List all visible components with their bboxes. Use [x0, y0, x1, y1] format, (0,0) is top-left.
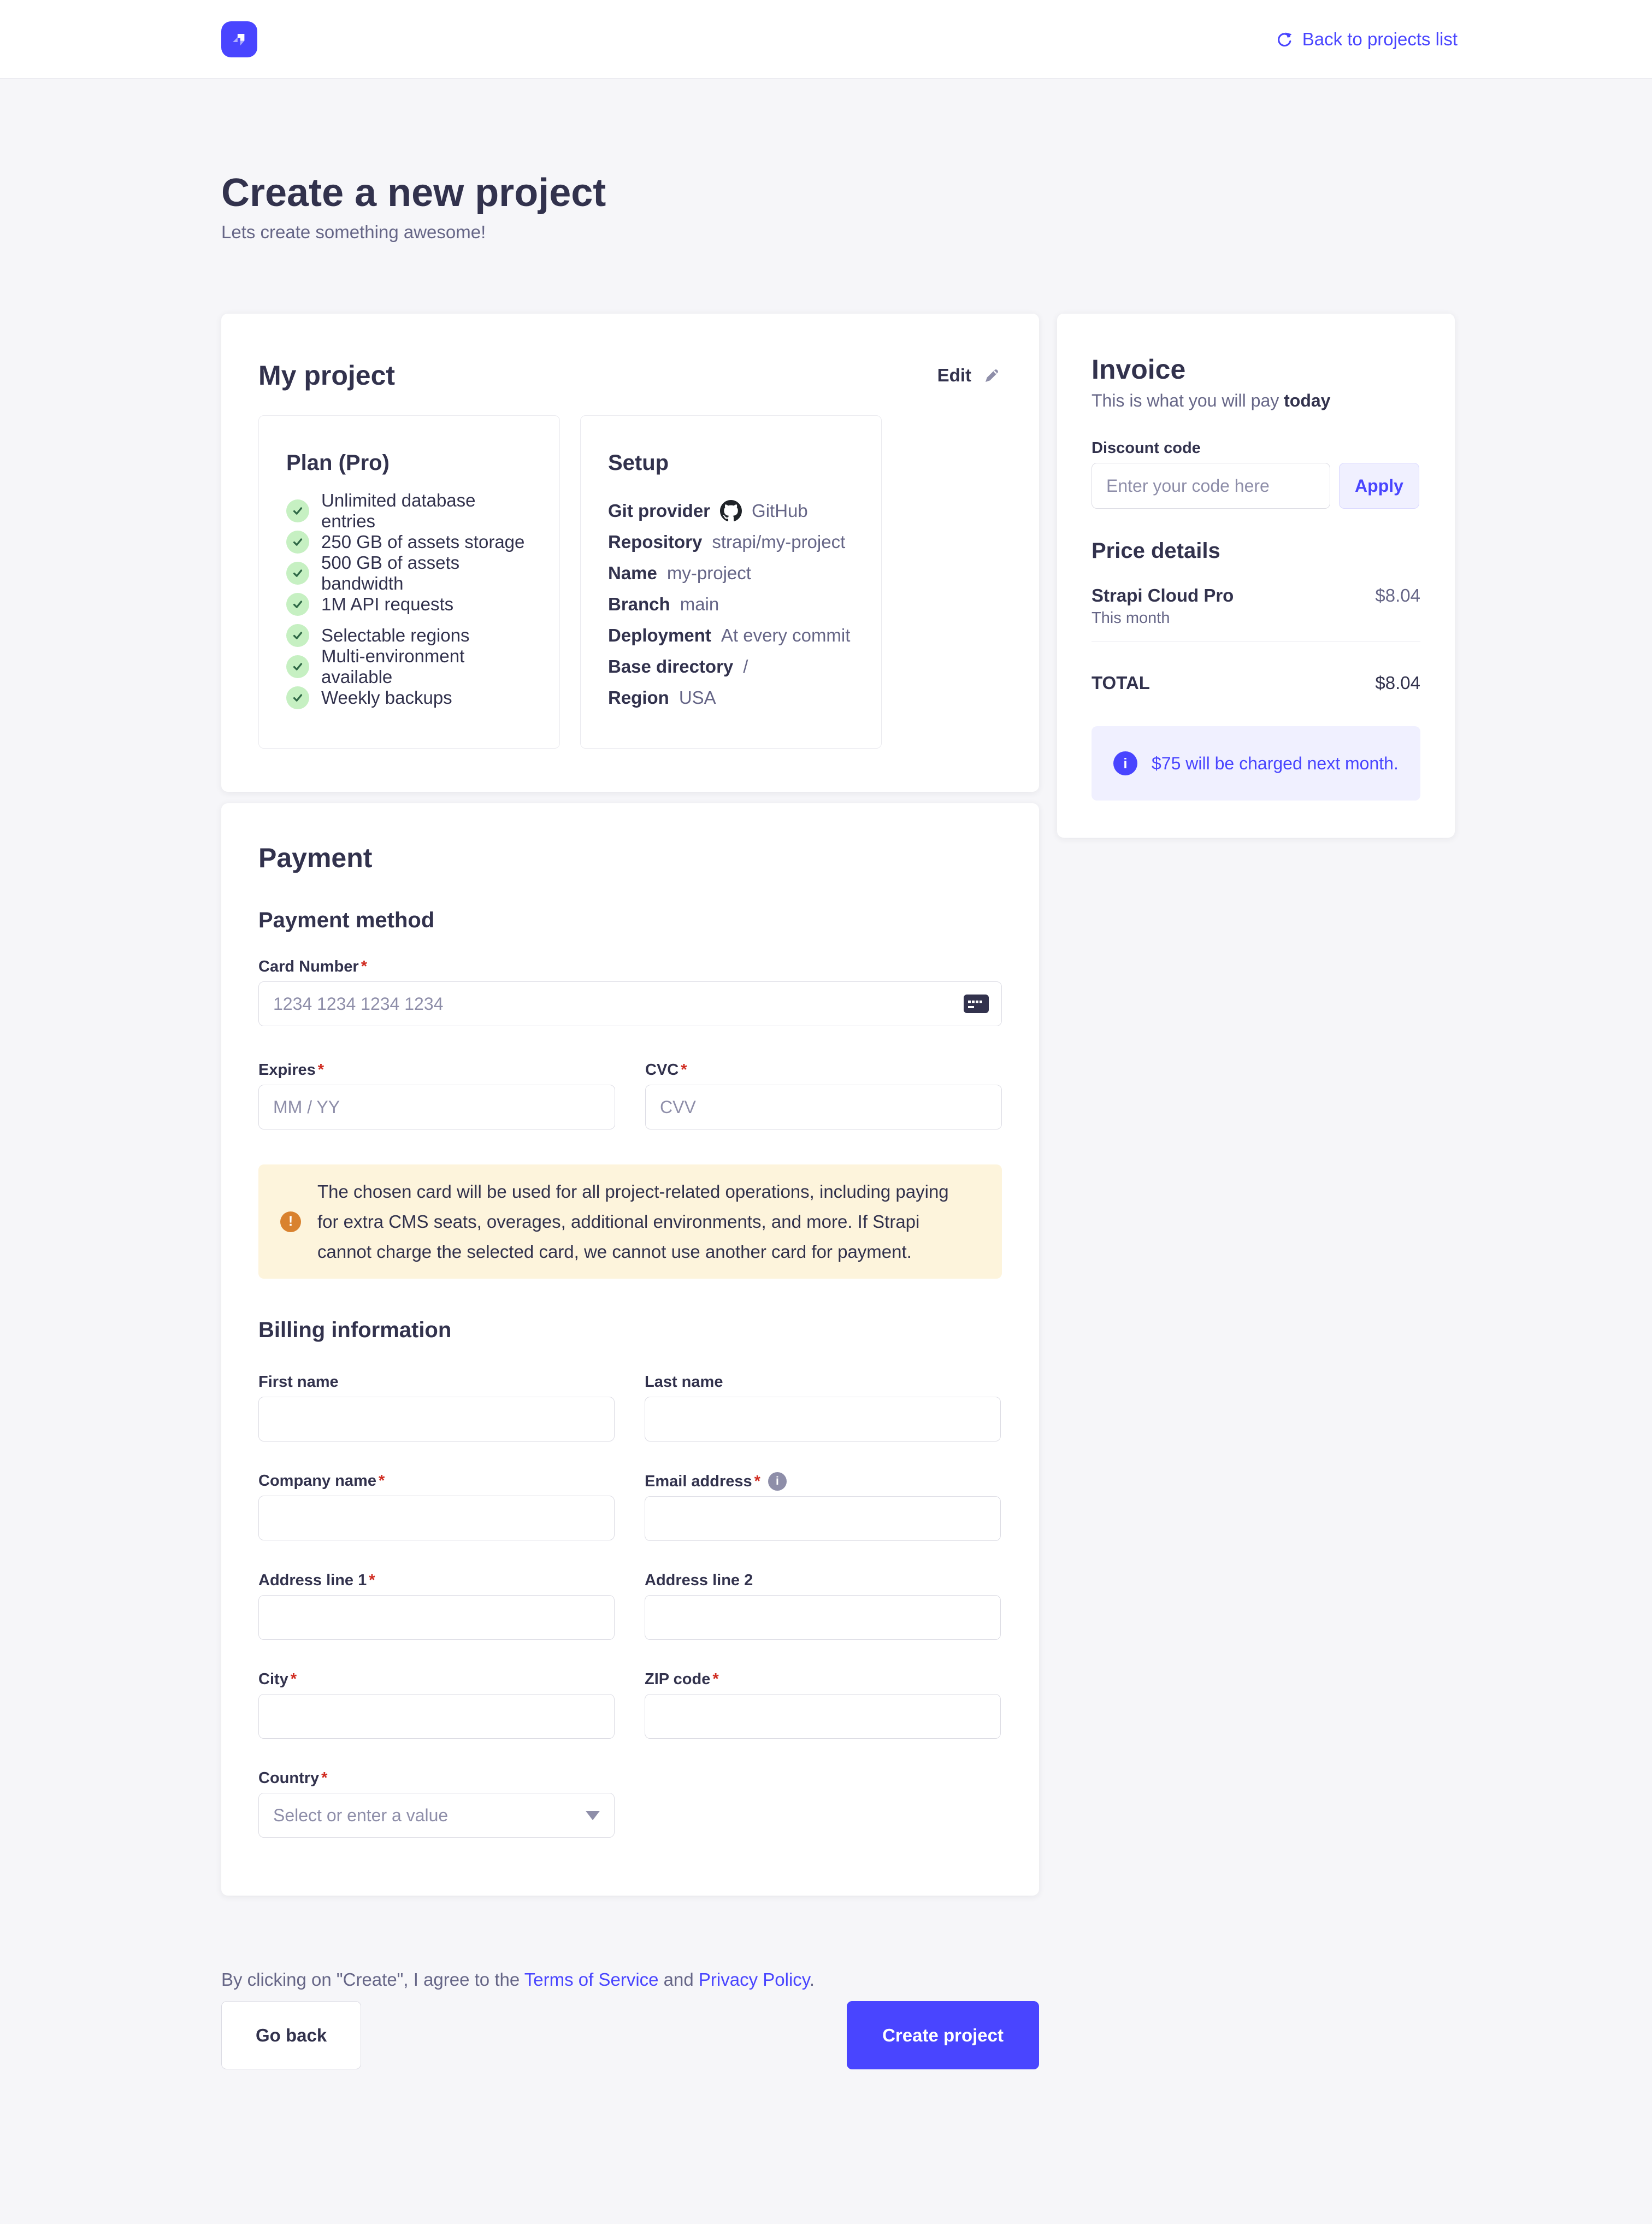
plan-feature	[286, 531, 532, 554]
required-marker: *	[321, 1769, 328, 1787]
setup-value: USA	[678, 687, 716, 708]
required-marker: *	[712, 1670, 719, 1688]
first-name-input[interactable]	[258, 1397, 615, 1442]
discount-section	[1092, 439, 1420, 509]
page-content	[0, 169, 1652, 2224]
setup-row-git-provider	[608, 499, 854, 522]
setup-label: Base directory	[608, 656, 734, 677]
required-marker: *	[378, 1472, 385, 1490]
address-line1-input[interactable]	[258, 1595, 615, 1640]
setup-row-repository	[608, 531, 854, 554]
check-circle-icon	[286, 655, 309, 678]
email-address-input[interactable]	[645, 1496, 1001, 1541]
pencil-icon	[982, 366, 1002, 385]
setup-value: strapi/my-project	[712, 532, 846, 552]
back-link-label: Back to projects list	[1302, 28, 1458, 49]
strapi-bolt-icon	[228, 28, 250, 50]
price-details-title: Price details	[1092, 539, 1220, 563]
setup-row-branch	[608, 593, 854, 616]
address-line2-label: Address line 2	[645, 1572, 753, 1590]
expires-input[interactable]	[258, 1085, 615, 1129]
app-header	[0, 0, 1652, 79]
email-info-icon[interactable]: i	[768, 1472, 787, 1491]
plan-feature	[286, 686, 532, 709]
address-line1-label: Address line 1 *	[258, 1572, 375, 1590]
credit-card-icon	[964, 995, 989, 1013]
line-item-period: This month	[1092, 609, 1170, 627]
plan-feature-label: 250 GB of assets storage	[321, 532, 525, 552]
setup-label: Branch	[608, 594, 670, 615]
country-select[interactable]	[258, 1793, 615, 1838]
cvc-label: CVC *	[645, 1061, 687, 1079]
discount-code-label: Discount code	[1092, 439, 1201, 457]
first-name-label: First name	[258, 1373, 339, 1391]
setup-label: Deployment	[608, 625, 711, 646]
page-title: Create a new project	[221, 171, 606, 215]
setup-label: Repository	[608, 532, 703, 552]
project-card-title: My project	[258, 360, 396, 391]
check-circle-icon	[286, 624, 309, 647]
plan-box	[258, 415, 560, 749]
plan-feature-label: 1M API requests	[321, 594, 454, 615]
setup-value: At every commit	[721, 625, 851, 646]
form-actions	[221, 2001, 1039, 2069]
required-marker: *	[681, 1061, 687, 1079]
address-line2-input[interactable]	[645, 1595, 1001, 1640]
invoice-subtitle: This is what you will pay today	[1092, 391, 1331, 411]
country-label: Country *	[258, 1769, 328, 1787]
city-input[interactable]	[258, 1694, 615, 1739]
page-subtitle: Lets create something awesome!	[221, 222, 486, 243]
card-number-input[interactable]	[258, 981, 1002, 1026]
zip-code-input[interactable]	[645, 1694, 1001, 1739]
setup-value: /	[743, 656, 748, 677]
create-project-button[interactable]: Create project	[847, 2001, 1039, 2069]
my-project-card	[221, 314, 1039, 792]
setup-label: Region	[608, 687, 669, 708]
apply-discount-button[interactable]: Apply	[1339, 463, 1419, 509]
setup-value: main	[680, 594, 719, 615]
plan-feature-label: Selectable regions	[321, 625, 470, 646]
invoice-card	[1057, 314, 1455, 838]
check-circle-icon	[286, 686, 309, 709]
strapi-logo[interactable]	[221, 21, 257, 57]
invoice-title: Invoice	[1092, 354, 1186, 385]
last-name-input[interactable]	[645, 1397, 1001, 1442]
next-month-notice	[1092, 726, 1420, 801]
setup-title: Setup	[608, 451, 669, 475]
required-marker: *	[290, 1670, 297, 1688]
plan-feature	[286, 624, 532, 647]
cvc-input[interactable]	[645, 1085, 1002, 1129]
city-label: City *	[258, 1670, 297, 1688]
required-marker: *	[754, 1472, 760, 1490]
payment-card	[221, 803, 1039, 1896]
expires-label: Expires *	[258, 1061, 324, 1079]
billing-title: Billing information	[258, 1318, 452, 1343]
setup-row-deployment	[608, 624, 854, 647]
card-number-label: Card Number *	[258, 958, 367, 976]
go-back-button[interactable]: Go back	[221, 2001, 361, 2069]
plan-title: Plan (Pro)	[286, 451, 390, 475]
required-marker: *	[361, 958, 367, 976]
back-to-projects-link[interactable]	[1275, 29, 1458, 50]
terms-of-service-link[interactable]: Terms of Service	[524, 1969, 659, 1990]
required-marker: *	[369, 1572, 375, 1590]
plan-feature-label: Unlimited database entries	[321, 490, 476, 532]
zip-code-label: ZIP code *	[645, 1670, 719, 1688]
plan-feature-label: Weekly backups	[321, 687, 452, 708]
total-label: TOTAL	[1092, 673, 1150, 693]
setup-row-base-directory	[608, 655, 854, 678]
plan-feature-list	[286, 490, 532, 709]
company-name-input[interactable]	[258, 1496, 615, 1540]
plan-feature	[286, 593, 532, 616]
invoice-total-row	[1092, 673, 1420, 693]
payment-title: Payment	[258, 843, 373, 874]
plan-feature	[286, 490, 532, 532]
terms-note: By clicking on "Create", I agree to the Terms of Service and Privacy Policy.	[221, 1969, 815, 1990]
company-name-label: Company name *	[258, 1472, 385, 1490]
warning-icon: !	[280, 1211, 301, 1232]
setup-label: Name	[608, 563, 657, 584]
total-amount: $8.04	[1375, 673, 1420, 693]
chevron-down-icon	[586, 1811, 600, 1820]
setup-box	[580, 415, 882, 749]
privacy-policy-link[interactable]: Privacy Policy	[698, 1969, 810, 1990]
card-usage-warning-text: The chosen card will be used for all project-related operations, including paying for extra CMS seats, overages, additional environments, and more. If Strapi cannot charge the selected card, we cannot use another card for payment.	[317, 1181, 949, 1262]
plan-feature	[286, 646, 532, 687]
setup-value: my-project	[666, 563, 751, 584]
check-circle-icon	[286, 531, 309, 554]
info-icon: i	[1113, 751, 1137, 775]
required-marker: *	[317, 1061, 324, 1079]
plan-feature	[286, 552, 532, 594]
next-month-notice-text: $75 will be charged next month.	[1152, 753, 1399, 773]
line-item-name: Strapi Cloud Pro	[1092, 585, 1234, 606]
setup-row-region	[608, 686, 854, 709]
last-name-label: Last name	[645, 1373, 723, 1391]
plan-feature-label: Multi-environment available	[321, 646, 465, 687]
back-arrow-icon	[1275, 30, 1294, 49]
check-circle-icon	[286, 499, 309, 522]
line-item-amount: $8.04	[1375, 585, 1420, 606]
edit-button[interactable]	[937, 365, 1002, 386]
discount-code-input[interactable]	[1092, 463, 1330, 509]
setup-label: Git provider	[608, 501, 711, 521]
plan-feature-label: 500 GB of assets bandwidth	[321, 552, 460, 594]
check-circle-icon	[286, 593, 309, 616]
country-select-placeholder: Select or enter a value	[273, 1805, 449, 1825]
email-address-label: Email address * i	[645, 1472, 787, 1491]
edit-button-label: Edit	[937, 365, 971, 386]
setup-row-name	[608, 562, 854, 585]
github-icon	[720, 500, 742, 522]
payment-method-title: Payment method	[258, 908, 435, 933]
check-circle-icon	[286, 562, 309, 585]
invoice-line-item	[1092, 585, 1420, 627]
setup-value: GitHub	[752, 501, 808, 521]
card-usage-warning	[258, 1164, 1002, 1279]
